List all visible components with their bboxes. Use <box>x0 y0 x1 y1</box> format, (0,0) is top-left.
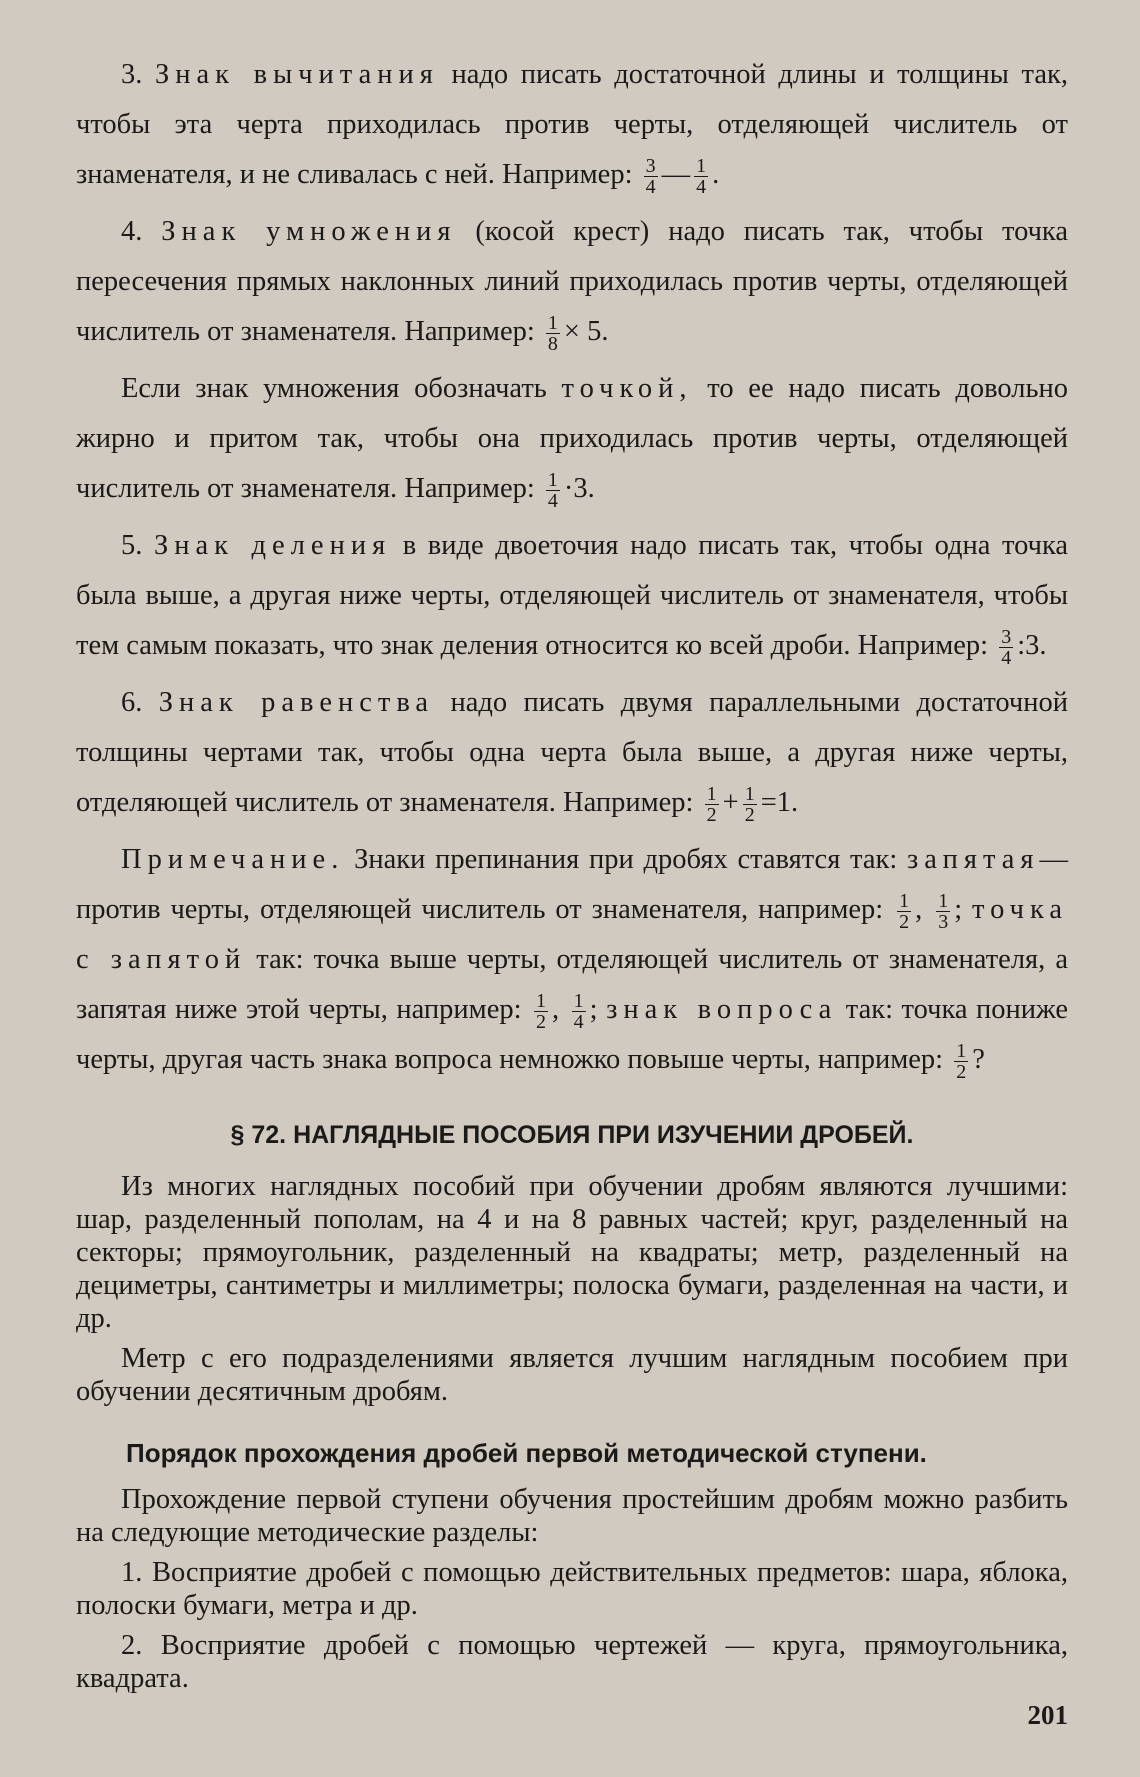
example-tail: ·3. <box>563 473 595 504</box>
paragraph-note <box>76 835 1068 1085</box>
numerator: 1 <box>899 889 910 912</box>
page-number: 201 <box>1027 1700 1068 1730</box>
item-number: 6. <box>121 687 143 718</box>
denominator: 4 <box>1001 646 1012 669</box>
denominator: 2 <box>536 1010 547 1033</box>
fraction <box>936 891 950 932</box>
example-tail: =1. <box>760 787 799 818</box>
fraction <box>954 1041 968 1082</box>
end-mark: . <box>712 159 720 190</box>
paragraph-dot-multiplication <box>76 364 1068 514</box>
denominator: 4 <box>547 489 558 512</box>
fraction <box>644 156 658 197</box>
numerator: 1 <box>744 782 755 805</box>
note-label: Примечание. <box>121 844 345 875</box>
term-subtraction: Знак вычитания <box>154 59 439 90</box>
denominator: 3 <box>938 910 949 933</box>
subsection-heading: Порядок прохождения дробей первой методической ступени. <box>126 1438 927 1468</box>
fraction <box>534 991 548 1032</box>
section-heading: § 72. НАГЛЯДНЫЕ ПОСОБИЯ ПРИ ИЗУЧЕНИИ ДРОБЕЙ. <box>230 1121 914 1149</box>
example-label: Например: <box>857 630 989 661</box>
punctuation: , <box>552 994 560 1025</box>
example-tail: :3. <box>1017 630 1047 661</box>
paragraph-division-sign <box>76 521 1068 671</box>
denominator: 4 <box>696 175 707 198</box>
example-tail: × 5. <box>563 316 609 347</box>
term-question-mark: знак вопроса <box>606 994 838 1025</box>
example-label: Например: <box>563 787 694 818</box>
fraction <box>743 784 757 825</box>
fraction <box>999 627 1013 668</box>
list-item: 1. Восприятие дробей с помощью действительных предметов: шара, яблока, полоски бумаги, метра и др. <box>76 1557 1068 1621</box>
numerator: 1 <box>696 154 707 177</box>
denominator: 2 <box>899 910 910 933</box>
fraction <box>572 991 586 1032</box>
term-dot: точкой, <box>561 373 693 404</box>
fraction <box>694 156 708 197</box>
numerator: 1 <box>547 311 558 334</box>
paragraph-text: в виде двоеточия надо писать так, чтобы одна точка была выше, а другая ниже черты, отделяющей числитель от знаменателя, чтобы тем самым показать, что знак деления относится ко всей дроби. <box>76 530 1069 661</box>
paragraph-multiplication-sign <box>76 207 1068 357</box>
term-comma: запятая <box>907 844 1040 875</box>
paragraph-metre: Метр с его подразделениями является лучшим наглядным пособием при обучении десятичным дробям. <box>76 1343 1068 1407</box>
punctuation: ? <box>972 1044 985 1075</box>
term-equality: Знак равенства <box>158 687 435 718</box>
paragraph-text: надо писать достаточной длины и толщины так, чтобы эта черта приходилась против черты, отделяющей числитель от знаменателя, и не сливалась с ней. <box>76 59 1068 190</box>
example-label: Например: <box>502 159 633 190</box>
term-semicolon: точка с запятой <box>76 894 1069 975</box>
term-multiplication: Знак умножения <box>161 216 457 247</box>
operator: — <box>661 159 691 190</box>
fraction <box>546 313 560 354</box>
denominator: 4 <box>645 175 656 198</box>
numerator: 1 <box>956 1039 967 1062</box>
fraction <box>897 891 911 932</box>
denominator: 2 <box>956 1060 967 1083</box>
paragraph-equality-sign <box>76 678 1068 828</box>
paragraph-text: так: точка выше черты, отделяющей числитель от знаменателя, а запятая ниже этой черты, например: <box>76 944 1069 1025</box>
numerator: 1 <box>706 782 717 805</box>
paragraph-visual-aids: Из многих наглядных пособий при обучении дробям являются лучшими: шар, разделенный пополам, на 4 и на 8 равных частей; круг, разделенный на секторы; прямоугольник, разделенный на квадраты; метр, разделенный на дециметры, сантиметры и миллиметры; полоска бумаги, разделенная на части, и др. <box>76 1171 1068 1334</box>
numerator: 1 <box>573 989 584 1012</box>
paragraph-text: Знаки препинания при дробях ставятся так: <box>354 844 898 875</box>
punctuation: ; <box>589 994 598 1025</box>
paragraph-text: надо писать двумя параллельными достаточной толщины чертами так, чтобы одна черта была выше, а другая ниже черты, отделяющей числитель от знаменателя. <box>76 687 1069 818</box>
example-label: Например: <box>404 316 535 347</box>
paragraph-text: (косой крест) надо писать так, чтобы точка пересечения прямых наклонных линий приходилась против черты, отделяющей числитель от знаменателя. <box>76 216 1068 347</box>
numerator: 1 <box>938 889 949 912</box>
denominator: 2 <box>744 803 755 826</box>
paragraph-text: — против черты, отделяющей числитель от знаменателя, например: <box>76 844 1069 925</box>
paragraph-order-intro: Прохождение первой ступени обучения простейшим дробям можно разбить на следующие методические разделы: <box>76 1484 1068 1548</box>
numerator: 1 <box>547 468 558 491</box>
denominator: 2 <box>706 803 717 826</box>
fraction <box>705 784 719 825</box>
fraction <box>546 470 560 511</box>
list-item: 2. Восприятие дробей с помощью чертежей — круга, прямоугольника, квадрата. <box>76 1630 1068 1694</box>
paragraph-text: то ее надо писать довольно жирно и притом так, чтобы она приходилась против черты, отделяющей числитель от знаменателя. <box>76 373 1068 504</box>
item-number: 4. <box>121 216 143 247</box>
item-number: 5. <box>121 530 143 561</box>
numerator: 1 <box>536 989 547 1012</box>
operator: + <box>722 787 739 818</box>
item-number: 3. <box>121 59 143 90</box>
example-label: Например: <box>404 473 535 504</box>
numerator: 3 <box>645 154 656 177</box>
paragraph-text: Если знак умножения обозначать <box>121 373 547 404</box>
denominator: 8 <box>547 332 558 355</box>
punctuation: , <box>915 894 923 925</box>
paragraph-subtraction-sign <box>76 50 1068 200</box>
paragraph-text: так: точка пониже черты, другая часть знака вопроса немножко повыше черты, например: <box>76 994 1068 1075</box>
punctuation: ; <box>954 894 963 925</box>
term-division: Знак деления <box>153 530 392 561</box>
denominator: 4 <box>573 1010 584 1033</box>
numerator: 3 <box>1001 625 1012 648</box>
